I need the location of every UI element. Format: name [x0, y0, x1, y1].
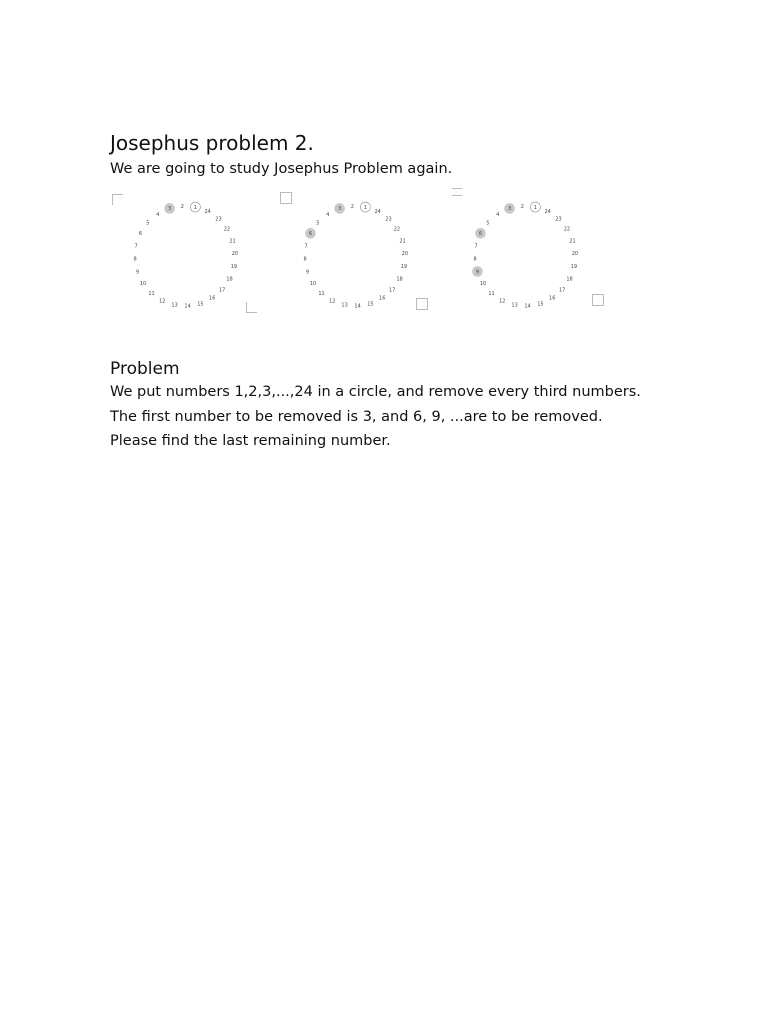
circle-number-label: 15: [367, 301, 374, 308]
intro-text: We are going to study Josephus Problem again.: [110, 161, 453, 177]
circle-number-label: 4: [496, 211, 500, 218]
circle-number-label: 5: [146, 220, 150, 227]
circle-number-label: 23: [215, 216, 222, 223]
circle-number-label: 6: [478, 231, 483, 238]
circle-number-label: 19: [230, 264, 238, 271]
circle-number-label: 11: [488, 290, 495, 297]
circle-number-label: 1: [533, 204, 537, 211]
circle-diagram-3: [450, 194, 610, 324]
circle-number-label: 8: [473, 256, 477, 263]
problem-heading: Problem: [110, 359, 180, 379]
circle-number-label: 12: [329, 298, 336, 305]
circle-number-label: 5: [486, 220, 490, 227]
circle-number-label: 17: [388, 287, 396, 294]
circle-number-label: 16: [549, 295, 556, 302]
circle-number-label: 14: [184, 303, 191, 310]
circle-number-label: 10: [479, 281, 487, 288]
circle-number-label: 17: [558, 287, 566, 294]
crop-mark: [246, 302, 257, 313]
circle-number-label: 21: [399, 238, 406, 245]
problem-paragraph-1: We put numbers 1,2,3,...,24 in a circle, and remove every third numbers.: [110, 384, 641, 400]
circle-number-label: 9: [305, 269, 310, 276]
crop-mark: [112, 194, 123, 205]
circle-figure-2: [280, 194, 440, 324]
circle-number-label: 4: [156, 211, 160, 218]
circle-number-label: 16: [379, 295, 386, 302]
circle-number-label: 6: [308, 231, 313, 238]
circle-number-label: 13: [171, 302, 178, 309]
circle-number-label: 21: [229, 238, 236, 245]
circle-number-label: 16: [209, 295, 216, 302]
circle-number-label: 24: [544, 209, 551, 216]
circle-number-label: 8: [133, 256, 137, 263]
circle-number-label: 20: [401, 251, 409, 258]
circle-number-label: 15: [537, 301, 544, 308]
circle-number-label: 24: [374, 209, 381, 216]
problem-paragraph-3: Please find the last remaining number.: [110, 433, 391, 449]
problem-paragraph-2: The first number to be removed is 3, and 6, 9, ...are to be removed.: [110, 408, 603, 425]
circle-number-label: 14: [354, 303, 361, 310]
circle-number-label: 22: [563, 226, 571, 233]
circle-number-label: 7: [134, 243, 138, 250]
circle-number-label: 2: [350, 203, 354, 210]
circle-number-label: 3: [507, 206, 512, 213]
circle-number-label: 17: [218, 287, 226, 294]
circle-number-label: 14: [524, 303, 531, 310]
circle-figure-1: [110, 194, 270, 324]
circle-number-label: 10: [309, 281, 317, 288]
circle-number-label: 19: [400, 264, 408, 271]
circle-number-label: 2: [520, 203, 524, 210]
circle-number-label: 22: [393, 226, 401, 233]
circle-number-label: 2: [180, 203, 184, 210]
circle-number-label: 12: [499, 298, 506, 305]
circle-number-label: 7: [474, 243, 478, 250]
circle-number-label: 9: [135, 269, 140, 276]
circle-number-label: 20: [571, 251, 579, 258]
circle-number-label: 18: [396, 276, 403, 283]
circle-number-label: 24: [204, 209, 211, 216]
page-title: Josephus problem 2.: [110, 131, 314, 155]
circle-number-label: 3: [337, 206, 342, 213]
crop-mark: [592, 294, 604, 306]
circle-number-label: 6: [138, 231, 143, 238]
circle-number-label: 22: [223, 226, 231, 233]
circle-number-label: 8: [303, 256, 307, 263]
circle-number-label: 15: [197, 301, 204, 308]
circle-figure-3: [450, 194, 610, 324]
circle-number-label: 9: [475, 269, 480, 276]
circle-number-label: 18: [226, 276, 233, 283]
circle-number-label: 1: [193, 204, 197, 211]
circle-number-label: 13: [511, 302, 518, 309]
circle-number-label: 21: [569, 238, 576, 245]
circle-number-label: 23: [555, 216, 562, 223]
circle-figures: [110, 194, 658, 334]
circle-number-label: 20: [231, 251, 239, 258]
circle-number-label: 11: [148, 290, 155, 297]
circle-number-label: 11: [318, 290, 325, 297]
circle-number-label: 5: [316, 220, 320, 227]
circle-number-label: 4: [326, 211, 330, 218]
crop-mark: [452, 188, 462, 196]
document-page: [110, 130, 658, 454]
circle-number-label: 7: [304, 243, 308, 250]
circle-number-label: 12: [159, 298, 166, 305]
crop-mark: [280, 192, 292, 204]
circle-number-label: 13: [341, 302, 348, 309]
circle-number-label: 18: [566, 276, 573, 283]
circle-number-label: 10: [139, 281, 147, 288]
circle-number-label: 1: [363, 204, 367, 211]
circle-number-label: 23: [385, 216, 392, 223]
circle-number-label: 3: [167, 206, 172, 213]
crop-mark: [416, 298, 428, 310]
circle-number-label: 19: [570, 264, 578, 271]
